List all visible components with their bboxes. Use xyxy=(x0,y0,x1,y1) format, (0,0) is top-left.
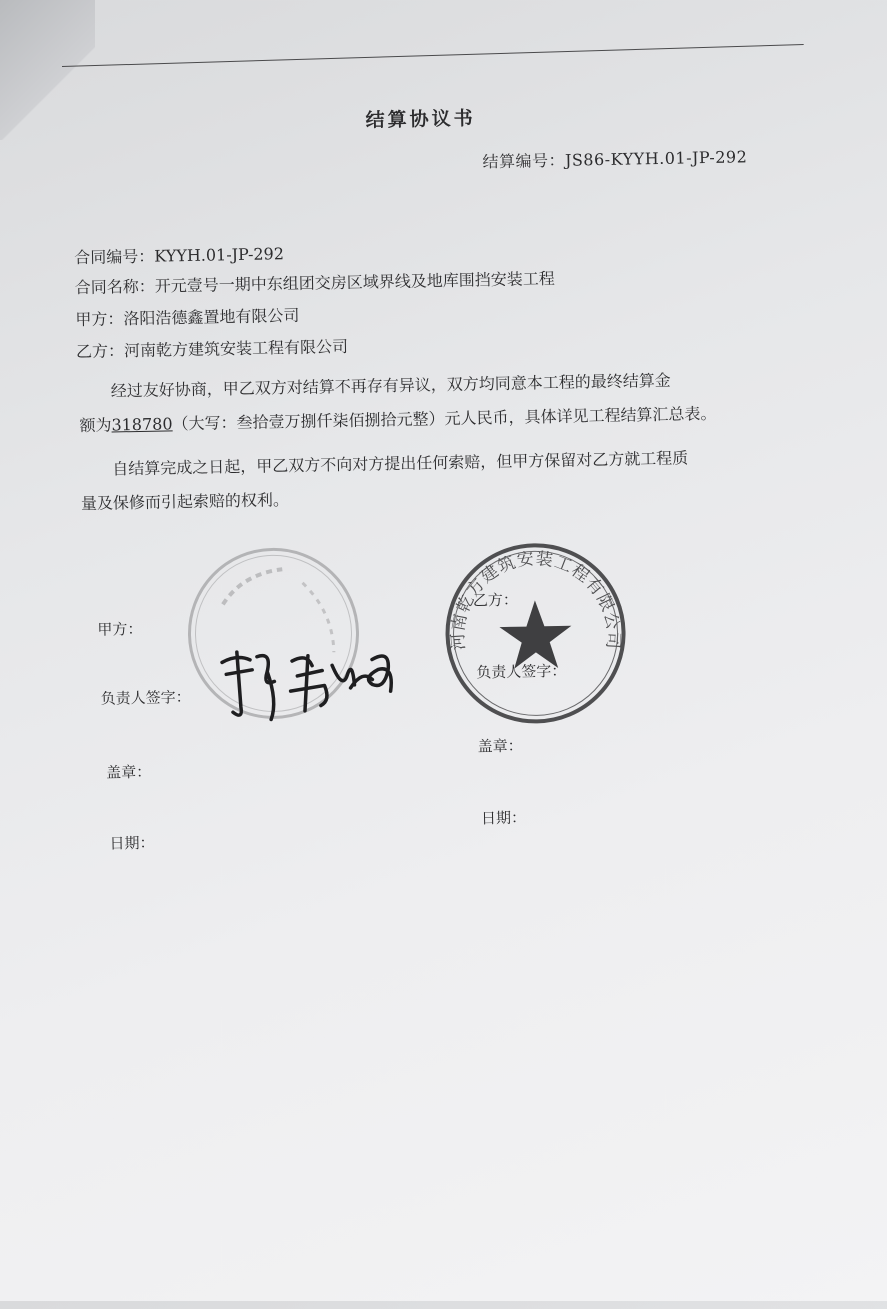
amount-prefix: 额为 xyxy=(79,415,112,436)
seal-b-star-icon xyxy=(499,600,572,669)
amount-suffix: （大写：叁拾壹万捌仟柒佰捌拾元整）元人民币，具体详见工程结算汇总表。 xyxy=(172,403,717,434)
party-b-date-label: 日期： xyxy=(480,808,527,828)
seal-b-text: 河南乾方建筑安装工程有限公司 xyxy=(448,548,623,651)
body-paragraph-1: 经过友好协商，甲乙双方对结算不再存有异议，双方均同意本工程的最终结算金 xyxy=(110,370,671,401)
party-b-seal-label: 盖章： xyxy=(477,736,523,756)
settlement-number: 结算编号：JS86-KYYH.01-JP-292 xyxy=(482,147,748,172)
party-b-sign-label: 负责人签字： xyxy=(476,661,567,682)
seal-b-icon xyxy=(439,537,633,731)
contract-name: 合同名称：开元壹号一期中东组团交房区域界线及地库围挡安装工程 xyxy=(74,268,555,298)
body-paragraph-4: 量及保修而引起索赔的权利。 xyxy=(80,490,290,514)
party-a-sign-label: 负责人签字： xyxy=(100,688,191,708)
party-a: 甲方：洛阳浩德鑫置地有限公司 xyxy=(75,305,300,330)
party-b-label: 乙方： xyxy=(472,590,519,610)
party-a-seal-label: 盖章： xyxy=(105,762,152,782)
page-title: 结算协议书 xyxy=(365,107,476,132)
handwritten-signature-icon xyxy=(211,629,403,728)
party-a-label: 甲方： xyxy=(97,619,143,639)
party-a-date-label: 日期： xyxy=(109,833,155,853)
body-paragraph-3: 自结算完成之日起，甲乙双方不向对方提出任何索赔，但甲方保留对乙方就工程质 xyxy=(112,448,689,479)
settlement-amount: 318780 xyxy=(111,414,173,435)
contract-number: 合同编号：KYYH.01-JP-292 xyxy=(74,244,285,268)
party-b: 乙方：河南乾方建筑安装工程有限公司 xyxy=(75,336,349,362)
